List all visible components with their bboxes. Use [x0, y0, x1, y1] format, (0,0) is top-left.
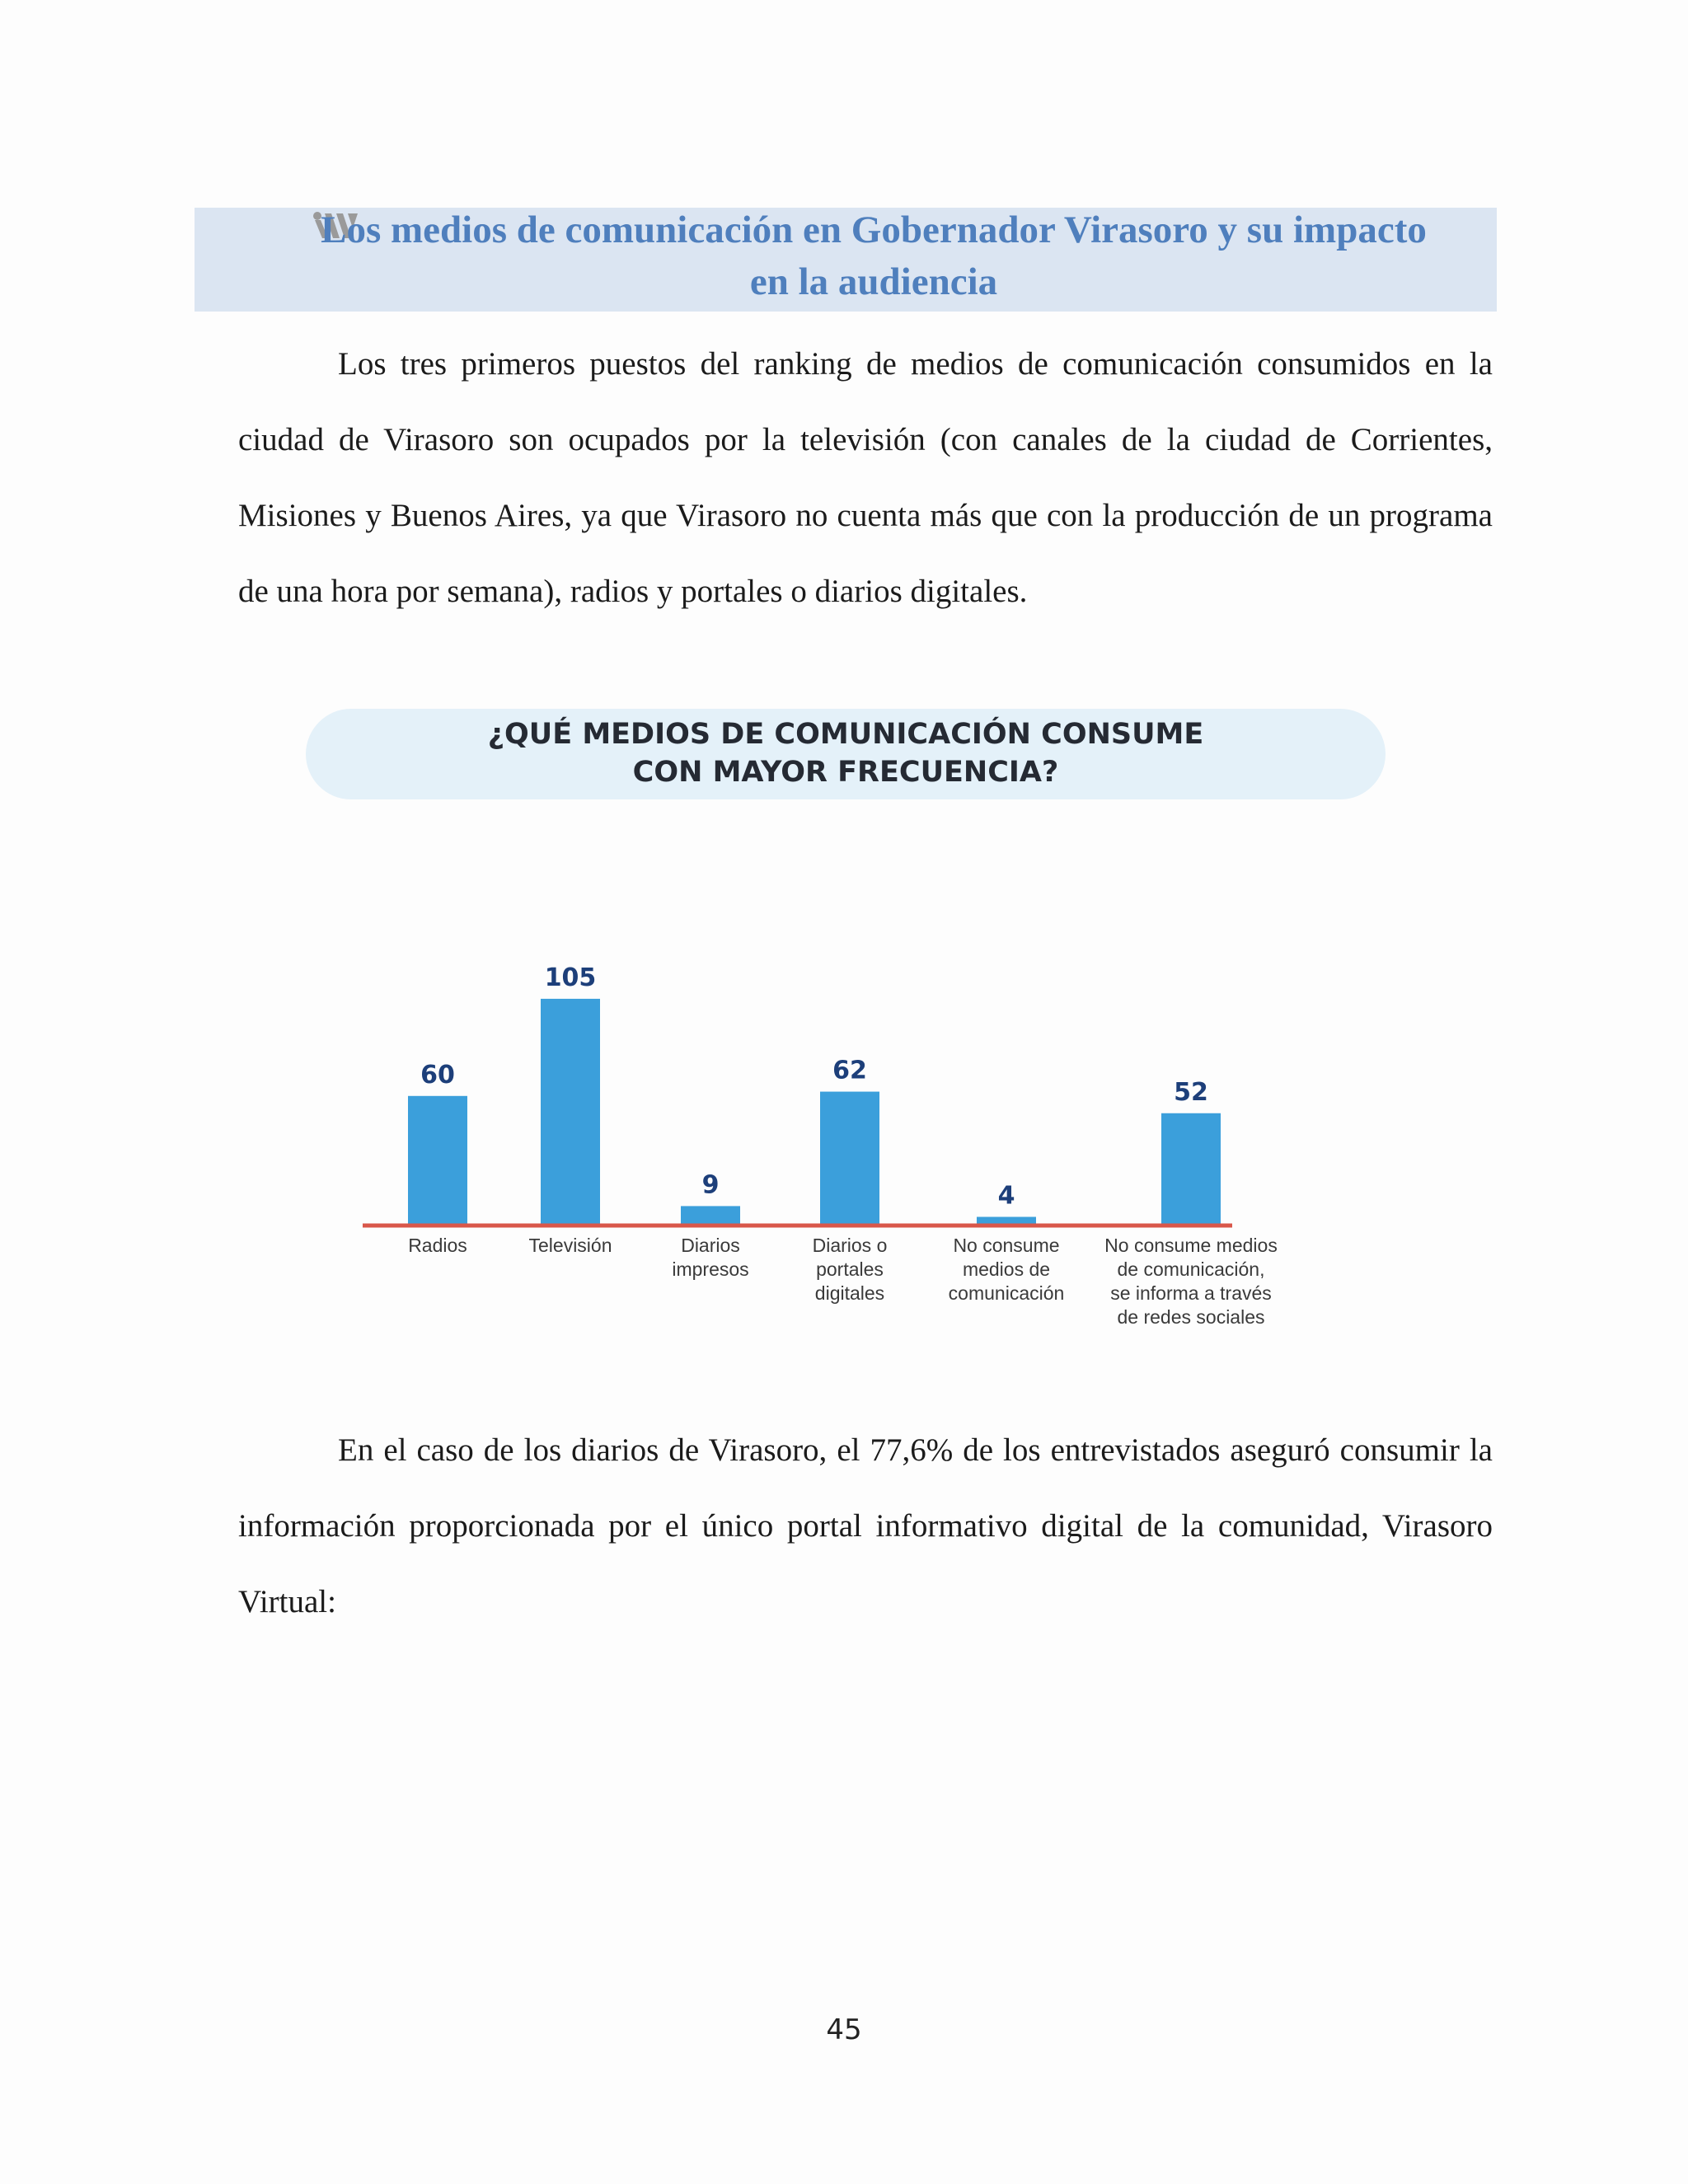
category-label-0: Radios: [408, 1235, 467, 1256]
value-label-4: 4: [997, 1181, 1015, 1211]
bar-2: [681, 1206, 740, 1226]
value-label-0: 60: [420, 1060, 455, 1090]
bar-5: [1161, 1113, 1221, 1226]
category-label-4: No consume medios de comunicación: [948, 1235, 1065, 1304]
bar-3: [820, 1092, 879, 1226]
category-label-3: Diarios o portales digitales: [812, 1235, 888, 1304]
category-label-5: No consume medios de comunicación, se informa a través de redes sociales: [1104, 1235, 1278, 1328]
bar-chart: [363, 808, 1352, 1352]
chart-title-line-2: CON MAYOR FRECUENCIA?: [632, 756, 1059, 789]
chart-title: [306, 715, 1386, 791]
category-label-2: Diarios impresos: [672, 1235, 749, 1280]
value-label-2: 9: [701, 1170, 720, 1200]
chart-title-line-1: ¿QUÉ MEDIOS DE COMUNICACIÓN CONSUME: [487, 718, 1204, 751]
value-label-1: 105: [544, 963, 597, 992]
section-heading-line-2: en la audiencia: [749, 260, 998, 303]
page-number: 45: [826, 2013, 862, 2046]
bar-1: [541, 999, 600, 1226]
category-label-1: Televisión: [528, 1235, 612, 1256]
bar-0: [408, 1096, 467, 1226]
value-label-3: 62: [832, 1056, 867, 1085]
section-heading: [247, 204, 1500, 308]
value-label-5: 52: [1174, 1077, 1208, 1107]
section-heading-line-1: Los medios de comunicación en Gobernador Virasoro y su impacto: [321, 209, 1427, 251]
body-paragraph-1: Los tres primeros puestos del ranking de medios de comunicación consumidos en la ciudad de Virasoro son ocupados por la televisión (con canales de la ciudad de Corrientes, Misiones y Buenos Aires, ya que Virasoro no cuenta más que con la producción de un programa de una hora por semana), radios y portales o diarios digitales.: [238, 346, 1493, 609]
body-paragraph-2: En el caso de los diarios de Virasoro, el 77,6% de los entrevistados aseguró consumir la información proporcionada por el único portal informativo digital de la comunidad, Virasoro Virtual:: [238, 1432, 1493, 1619]
